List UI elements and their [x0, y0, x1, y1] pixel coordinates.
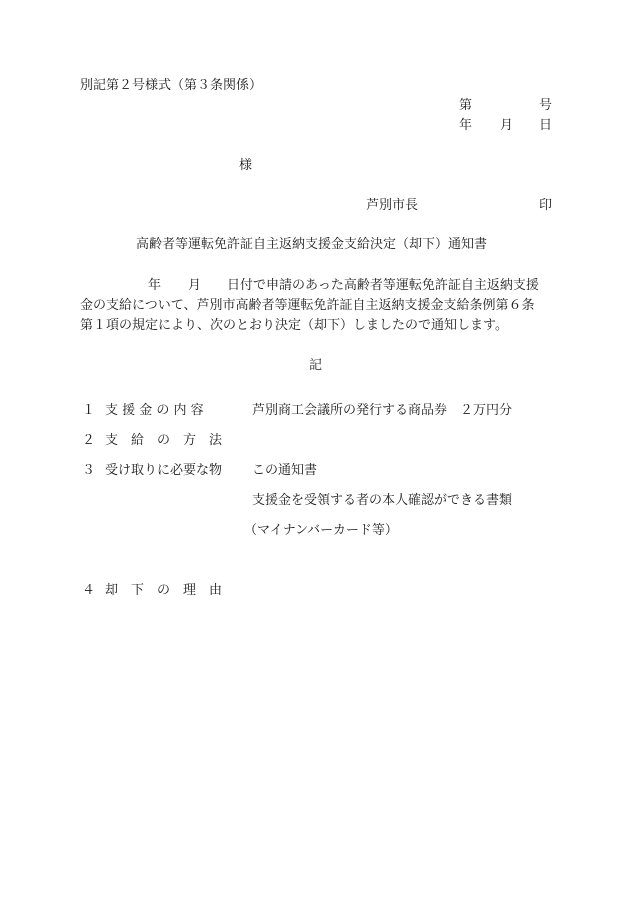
body-date-year: 年 — [148, 278, 162, 293]
item-3-value: この通知書 — [252, 463, 318, 478]
item-1-value: 芦別商工会議所の発行する商品券 ２万円分 — [252, 403, 513, 418]
body-date-month: 月 — [188, 278, 202, 293]
item-3-number: ３ — [82, 463, 96, 478]
item-1-label: 支 援 金 の 内 容 — [105, 403, 204, 418]
item-3-label: 受け取りに必要な物 — [105, 463, 223, 478]
item-2-number: ２ — [82, 433, 96, 448]
document-title: 高齢者等運転免許証自主返納支援金支給決定（却下）通知書 — [136, 237, 488, 252]
item-3-value-line3: （マイナンバーカード等） — [244, 523, 398, 538]
item-4-number: ４ — [82, 583, 96, 598]
item-4-label: 却 下 の 理 由 — [105, 583, 223, 598]
item-2-label: 支 給 の 方 法 — [105, 433, 223, 448]
recipient-suffix: 様 — [239, 158, 253, 173]
item-3-value-line2: 支援金を受領する者の本人確認ができる書類 — [252, 493, 513, 508]
date-month: 月 — [500, 118, 514, 133]
body-line2: 金の支給について、芦別市高齢者等運転免許証自主返納支援金支給条例第６条 — [80, 298, 535, 313]
date-year: 年 — [459, 118, 473, 133]
issuer-name: 芦別市長 — [366, 198, 419, 213]
item-1-number: １ — [82, 403, 96, 418]
issuer-seal: 印 — [539, 198, 553, 213]
date-day: 日 — [539, 118, 553, 133]
document-number-prefix: 第 — [459, 98, 473, 113]
body-line3: 第１項の規定により、次のとおり決定（却下）しましたので通知します。 — [80, 318, 508, 333]
document-number-suffix: 号 — [539, 98, 553, 113]
ki-heading: 記 — [309, 358, 323, 373]
body-line1: 日付で申請のあった高齢者等運転免許証自主返納支援 — [227, 278, 539, 293]
form-label: 別記第２号様式（第３条関係） — [80, 78, 263, 93]
